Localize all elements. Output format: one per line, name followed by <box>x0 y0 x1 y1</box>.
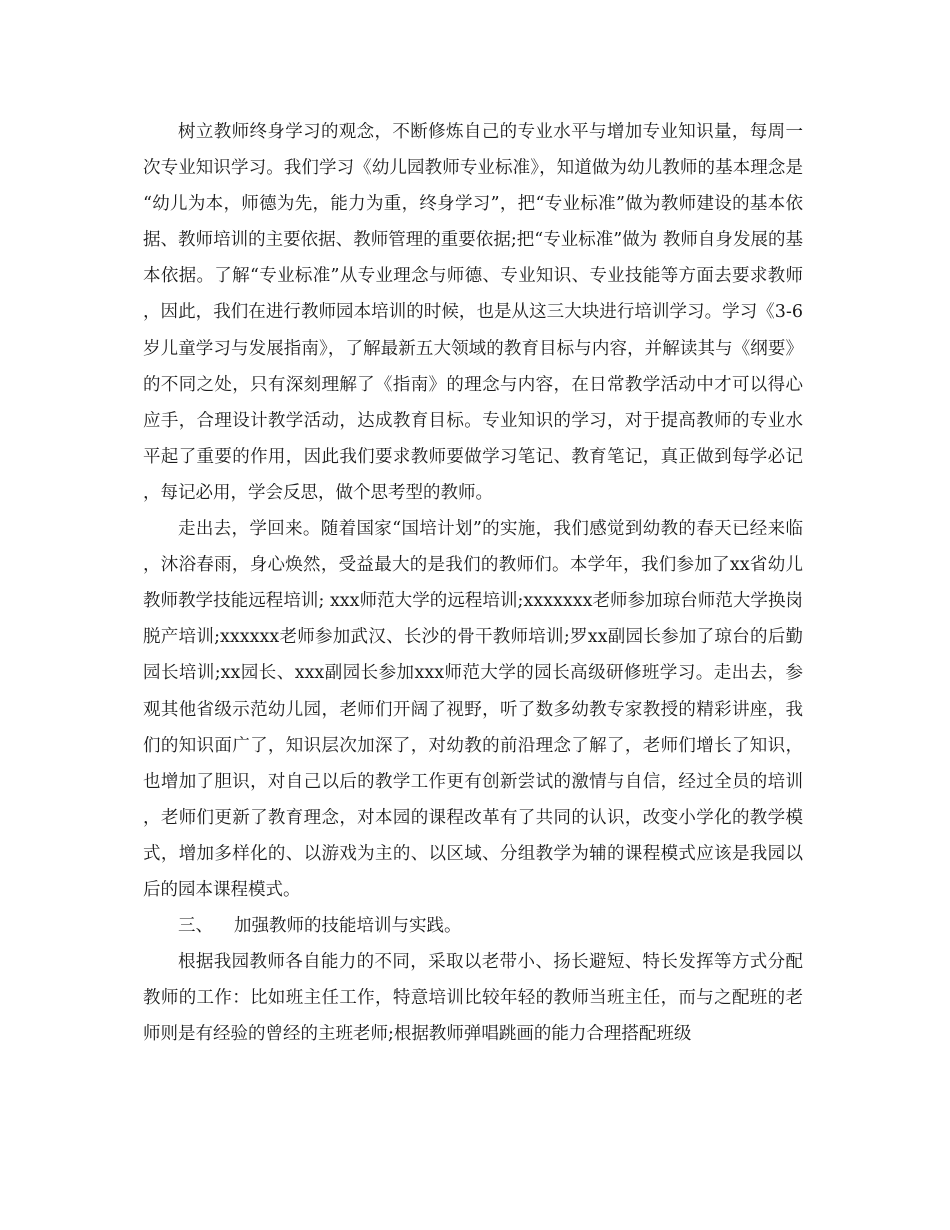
paragraph-go-out-learn: 走出去，学回来。随着国家“国培计划”的实施，我们感觉到幼教的春天已经来临，沐浴春雨，身心焕然，受益最大的是我们的教师们。本学年，我们参加了xx省幼儿教师教学技能远程培训; xxx师范大学的远程培训;xxxxxxx老师参加琼台师范大学换岗脱产培训;xxxxxx老师参加武汉、长沙的骨干教师培训;罗xx副园长参加了琼台的后勤园长培训;xx园长、xxx副园长参加xxx师范大学的园长高级研修班学习。走出去，参观其他省级示范幼儿园，老师们开阔了视野，听了数多幼教专家教授的精彩讲座，我们的知识面广了，知识层次加深了，对幼教的前沿理念了解了，老师们增长了知识，也增加了胆识，对自己以后的教学工作更有创新尝试的激情与自信，经过全员的培训，老师们更新了教育理念，对本园的课程改革有了共同的认识，改变小学化的教学模式，增加多样化的、以游戏为主的、以区域、分组教学为辅的课程模式应该是我园以后的园本课程模式。 <box>143 519 803 900</box>
section-number: 三、 <box>178 916 213 937</box>
section-title: 加强教师的技能培训与实践。 <box>234 916 462 937</box>
document-page <box>143 114 803 1052</box>
paragraph-skill-training: 根据我园教师各自能力的不同，采取以老带小、扬长避短、特长发挥等方式分配教师的工作：比如班主任工作，特意培训比较年轻的教师当班主任，而与之配班的老师则是有经验的曾经的主班老师;根据教师弹唱跳画的能力合理搭配班级 <box>143 952 803 1045</box>
paragraph-lifelong-learning: 树立教师终身学习的观念，不断修炼自己的专业水平与增加专业知识量，每周一次专业知识学习。我们学习《幼儿园教师专业标准》，知道做为幼儿教师的基本理念是“幼儿为本，师德为先，能力为重，终身学习”，把“专业标准”做为教师建设的基本依据、教师培训的主要依据、教师管理的重要依据;把“专业标准”做为 教师自身发展的基本依据。了解“专业标准”从专业理念与师德、专业知识、专业技能等方面去要求教师，因此，我们在进行教师园本培训的时候，也是从这三大块进行培训学习。学习《3-6岁儿童学习与发展指南》，了解最新五大领域的教育目标与内容，并解读其与《纲要》的不同之处，只有深刻理解了《指南》的理念与内容，在日常教学活动中才可以得心应手，合理设计教学活动，达成教育目标。专业知识的学习，对于提高教师的专业水平起了重要的作用，因此我们要求教师要做学习笔记、教育笔记，真正做到每学必记，每记必用，学会反思，做个思考型的教师。 <box>143 122 803 503</box>
section-heading <box>143 908 803 944</box>
